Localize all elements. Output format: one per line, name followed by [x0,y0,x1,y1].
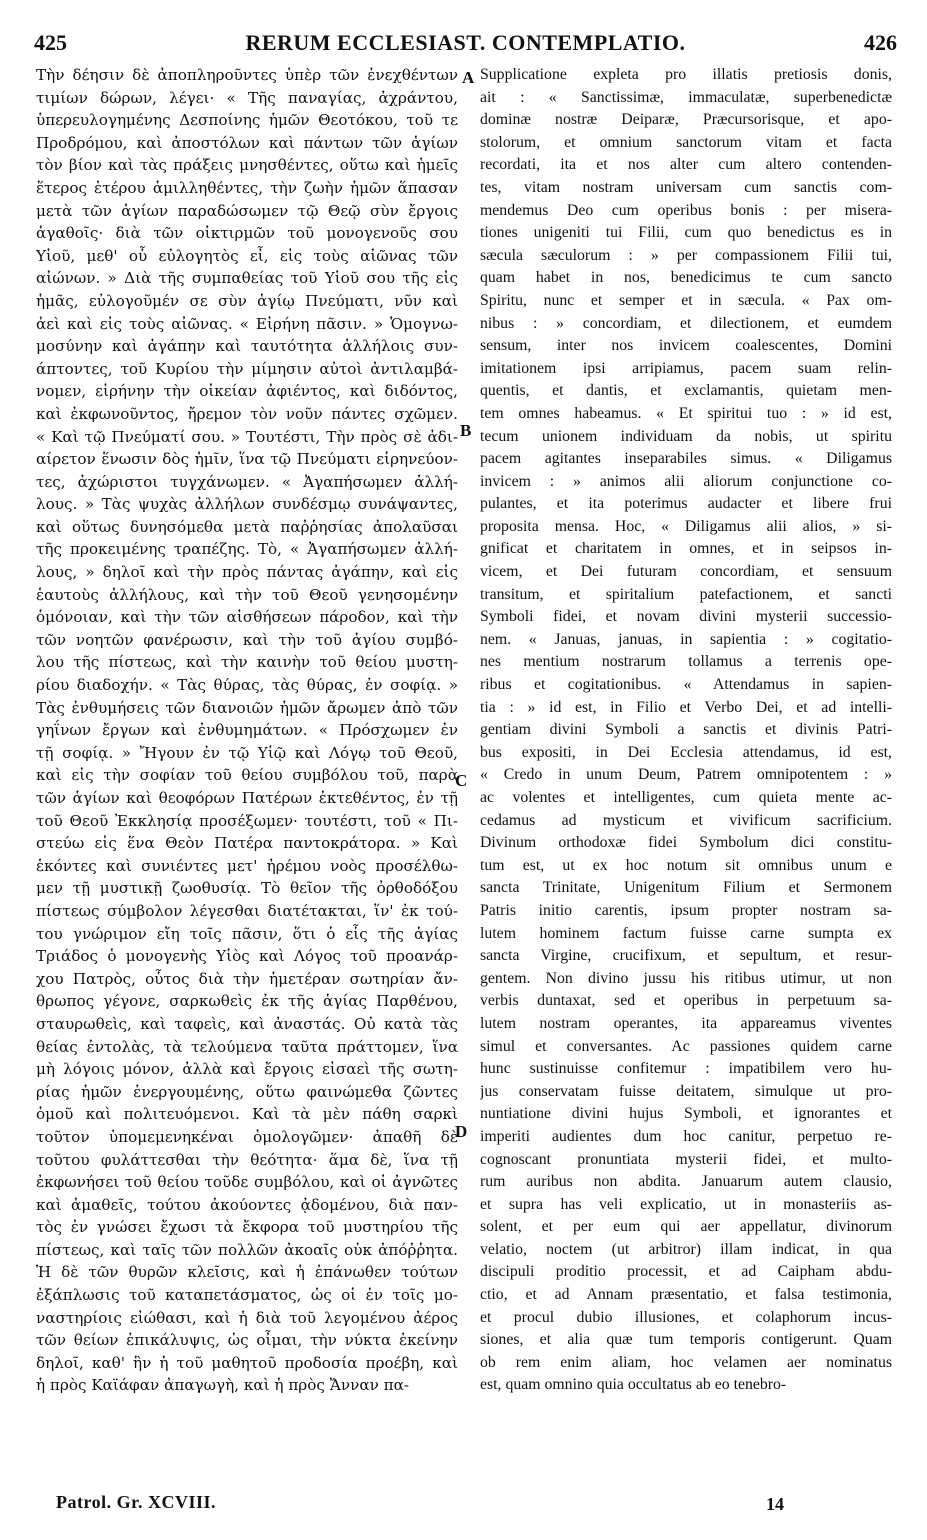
text-line: ait : « Sanctissimæ, immaculatæ, superbenedictæ [480,88,892,106]
text-line: velatio, noctem (ut arbitror) illam indicat, in qua [480,1240,892,1258]
text-line: cognoscant pronuntiata mysterii fidei, et multo- [480,1150,892,1168]
text-line: λου τῆς πίστεως, καὶ τὴν καινὴν τοῦ θείου μυστη- [36,653,458,672]
text-line: tiones unigeniti tui Filii, cum quo benedictus es in [480,224,892,242]
text-line: dominæ nostræ Deiparæ, Præcursorisque, et apo- [480,111,892,129]
text-line: ἕτερος ἑτέρου ἁμιλληθέντες, τὴν ζωὴν ἡμῶν ἅπασαν [36,178,458,197]
text-line: verbis duntaxat, sed et operibus in perpetuum sa- [480,992,892,1010]
text-line: τῆς προκειμένης τραπέζης. Τὸ, « Ἀγαπήσωμεν ἀλλή- [36,540,458,559]
text-line: Supplicatione expleta pro illatis pretiosis donis, [480,66,892,83]
running-title: RERUM ECCLESIAST. CONTEMPLATIO. [245,30,686,55]
text-line: καὶ οὕτως δυνησόμεθα μετὰ παῤῥησίας ἀπολαῦσαι [36,517,458,536]
text-line: τες, ἀχώριστοι τυγχάνωμεν. « Ἀγαπήσωμεν ἀλλή- [36,472,458,491]
text-line: lutem hominem factum fuisse carne sumpta ex [480,924,892,942]
text-line: τῶν νοητῶν φανέρωσιν, καὶ τὴν τοῦ ἁγίου συμβό- [36,630,458,649]
text-line: ἡ πρὸς Καϊάφαν ἀπαγωγὴ, καὶ ἡ πρὸς Ἄνναν πα- [36,1376,410,1395]
text-line: « Καὶ τῷ Πνεύματί σου. » Τουτέστι, Τὴν πρὸς σὲ ἀδι- [36,427,458,446]
margin-marker-c: C [455,771,468,790]
text-line: αἰώνων. » Διὰ τῆς συμπαθείας τοῦ Υἱοῦ σου τῆς εἰς [36,269,458,288]
text-line: τῇ σοφίᾳ. » Ἤγουν ἐν τῷ Υἱῷ καὶ Λόγῳ τοῦ Θεοῦ, [36,743,458,762]
text-line: stolorum, et omnium sanctorum vitam et facta [480,133,892,151]
text-line: σταυρωθεὶς, καὶ ταφεὶς, καὶ ἀναστάς. Οὐ κατὰ τὰς [36,1014,458,1033]
text-line: ἑκόντες καὶ συνιέντες μετ' ἠρέμου νοὸς προσέλθω- [36,856,458,875]
text-line: καὶ ἀμαθεῖς, τούτου ἀκούοντες ᾀδομένου, διὰ παν- [36,1195,458,1214]
text-line: ρίας ἡμῶν ἐνεργουμένης, οὕτω φαινώμεθα ζῶντες [36,1082,458,1101]
text-line: hunc sustinuisse confitemur : impatibilem vero hu- [480,1060,892,1078]
text-line: et procul dubio illusiones, et colaphorum incus- [480,1308,892,1326]
text-line: καὶ ἐκφωνοῦντος, ἤρεμον τὸν νοῦν πάντες σχῶμεν. [36,404,458,423]
text-line: ribus et cogitationibus. « Attendamus in sapien- [480,676,892,694]
text-line: et supra has veli explicatio, ut in monasteriis as- [480,1195,892,1213]
text-line: Ἡ δὲ τῶν θυρῶν κλεῖσις, καὶ ἡ ἐπάνωθεν τούτων [36,1263,458,1282]
text-line: nibus : » concordiam, et dilectionem, et eumdem [480,314,892,332]
text-line: recordati, ita et nos alter cum altero contenden- [480,156,892,174]
text-line: jus conservatam fuisse deitatem, simulque ut pro- [480,1082,892,1100]
text-line: ἐκφωνήσει τοῦ θείου τοῦδε συμβόλου, καὶ οἱ ἀγνῶτες [36,1173,458,1192]
text-line: πίστεως σύμβολον λέγεσθαι διατέτακται, ἵν' ἐκ τού- [36,901,458,920]
text-line: invicem : » animos alii aliorum conjunctione co- [480,472,892,490]
text-line: gnificat et charitatem in omnes, et in seipsos in- [480,540,892,558]
text-line: τῶν ἁγίων καὶ θεοφόρων Πατέρων ἐκτεθέντος, ἐν τῇ [36,789,458,807]
footer-signature-number: 14 [766,1494,784,1514]
text-line: est, quam omnino quia occultatus ab eo tenebro- [480,1376,787,1394]
margin-marker-a: A [462,68,475,87]
text-line: Patris initio carentis, ipsum propter nostram sa- [480,901,892,919]
text-line: Symboli fidei, et novam divini mysterii successio- [480,608,892,626]
text-line: discipuli proditio processit, et ad Caipham abdu- [480,1263,892,1281]
text-line: τοῦ Θεοῦ Ἐκκλησίᾳ προσέξωμεν· τουτέστι, τοῦ « Πι- [36,811,458,830]
text-line: nem. « Januas, januas, in sapientia : » cogitatio- [480,630,892,648]
text-line: vicem, et Dei futuram concordiam, et sensuum [480,563,892,581]
text-line: imitationem ipsi arripiamus, pacem suam relin- [480,359,892,377]
running-header [34,30,897,60]
text-line: γηΐνων ἔργων καὶ ἐνθυμημάτων. « Πρόσχωμεν ἐν [36,721,458,740]
text-line: νομεν, εἰρήνην τὴν οἰκείαν ἀφιέντος, καὶ διδόντος, [36,382,458,401]
text-line: « Credo in unum Deum, Patrem omnipotentem : » [480,766,892,784]
text-line: Divinum orthodoxæ fidei Symbolum dici constitu- [480,834,892,852]
text-line: sæcula sæculorum : » per compassionem Filii tui, [480,246,892,264]
text-line: τῶν θείων ἐπικάλυψις, ὡς οἶμαι, τὴν νύκτα ἐκείνην [36,1331,458,1350]
text-line: proposita mensa. Hoc, « Diligamus alii alios, » si- [480,517,892,535]
text-line: nes mentium nostrarum tollamus a terrenis ope- [480,653,892,671]
text-line: λους, » δηλοῖ καὶ τὴν πρὸς πάντας ἀγάπην, καὶ εἰς [36,563,458,582]
text-line: ctio, et ad Annam præsentatio, et falsa testimonia, [480,1286,892,1304]
text-line: sancta Trinitate, Unigenitum Filium et Sermonem [480,879,892,897]
page-number-right: 426 [864,30,897,55]
text-line: ob rem enim aliam, hoc velamen aer nominatus [480,1353,892,1371]
text-line: ὁμοῦ καὶ πολιτευόμενοι. Καὶ τὰ μὲν πάθη σαρκὶ [36,1105,458,1124]
text-line: tecum unionem individuam da nobis, ut spiritu [480,427,892,445]
text-line: imperiti audientes dum hoc canitur, perpetuo re- [480,1127,892,1145]
text-line: στεύω εἰς ἕνα Θεὸν Πατέρα παντοκράτορα. » Καὶ [36,834,458,853]
text-line: ἀεὶ καὶ εἰς τοὺς αἰῶνας. « Εἰρήνη πᾶσιν. » Ὁμογνω- [36,314,458,333]
text-line: ἡμᾶς, εὐλογοῦμέν σε σὺν ἁγίῳ Πνεύματι, νῦν καὶ [36,291,458,310]
text-line: cedamus ad mysticum et vivificum sacrificium. [480,811,892,829]
text-line: μοσύνην καὶ ἀγάπην καὶ ταυτότητα ἀλλήλοις συν- [36,337,458,356]
text-line: μεν τῇ μυστικῇ ζωοθυσίᾳ. Τὸ θεῖον τῆς ὀρθοδόξου [36,879,458,898]
text-line: ἐξάπλωσις τοῦ καταπετάσματος, ὡς οἱ ἐν τοῖς μο- [36,1286,458,1305]
text-line: simul et conversantes. Ac passiones quidem carne [480,1037,892,1055]
text-line: nuntiatione divini hujus Symboli, et ignorantes et [480,1105,892,1123]
text-line: τὸν βίον καὶ τὰς πράξεις μνησθέντες, οὕτω καὶ ἡμεῖς [36,156,458,175]
text-line: του γνώριμον εἴη τοῖς πᾶσιν, ὅτι ὁ εἷς τῆς ἁγίας [36,924,458,943]
text-line: Προδρόμου, καὶ ἀποστόλων καὶ πάντων τῶν ἁγίων [36,133,458,152]
text-line: pulantes, et ita poterimus audacter et libere frui [480,495,892,513]
text-line: lutem nostram operantes, ita appareamus viventes [480,1014,892,1032]
text-line: ἑαυτοὺς ἀλλήλους, καὶ τὴν τοῦ Θεοῦ γενησομένην [36,585,458,604]
text-line: Τριάδος ὁ μονογενὴς Υἱὸς καὶ Λόγος τοῦ προανάρ- [36,947,458,966]
margin-marker-b: B [460,421,472,440]
text-line: tes, vitam nostram universam cum sanctis com- [480,178,892,196]
text-line: rum auribus non abdita. Januarum autem clausio, [480,1173,892,1191]
margin-marker-d: D [455,1122,468,1141]
text-line: καὶ εἰς τὴν σοφίαν τοῦ θείου συμβόλου τοῦ, παρὰ [36,766,458,785]
text-line: tia : » id est, in Filio et Verbo Dei, et ad intelli- [480,698,892,716]
text-line: ὑπερευλογημένης Δεσποίνης ἡμῶν Θεοτόκου, τοῦ τε [36,111,458,130]
text-line: bus expositi, in Dei Ecclesia attendamus, id est, [480,743,892,761]
text-line: gentem. Non divino jussu his ritibus utimur, ut non [480,969,892,987]
text-line: πίστεως, καὶ ταῖς τῶν πολλῶν ἀκοαῖς οὐκ ἀπόῤῥητα. [36,1240,458,1259]
greek-column [36,64,458,1397]
text-line: ἀγαθοῖς· διὰ τῶν οἰκτιρμῶν τοῦ μονογενοῦς σου [36,224,458,243]
text-line: τὸς ἐν γνώσει ἔχωσι τὰ ἔκφορα τοῦ μυστηρίου τῆς [36,1218,458,1237]
text-line: sancta Virgine, crucifixum, et sepultum, et resur- [480,947,892,965]
text-line: pacem agitantes inseparabiles simus. « Diligamus [480,450,892,468]
text-line: θείας ἐντολὰς, τὰ τελούμενα ταῦτα πράττομεν, ἵνα [36,1037,458,1056]
text-line: quentis, et dantis, et exclamantis, quietam men- [480,382,892,400]
text-line: δηλοῖ, καθ' ἣν ἡ τοῦ μαθητοῦ προδοσία προέβη, καὶ [36,1353,458,1372]
text-line: ὁμόνοιαν, καὶ τὴν τῶν αἰσθήσεων πάροδον, καὶ τὴν [36,608,458,627]
footer-series-label: Patrol. Gr. XCVIII. [56,1492,217,1512]
text-line: transitum, et spiritalium patefactionem, et sancti [480,585,892,603]
text-line: τοῦτον ὑπομεμενηκέναι ὁμολογῶμεν· ἀπαθῆ δὲ [36,1127,458,1146]
text-line: Spiritu, nunc et semper et in sæcula. « Pax om- [480,291,892,309]
text-line: tem omnes habeamus. « Et spiritui tuo : » id est, [480,404,892,422]
text-line: Υἱοῦ, μεθ' οὗ εὐλογητὸς εἶ, εἰς τοὺς αἰῶνας τῶν [36,246,458,265]
text-line: αίρετον ἕνωσιν δὸς ἡμῖν, ἵνα τῷ Πνεύματι εἰρηνεύον- [36,450,458,469]
text-line: άπτοντες, τοῦ Κυρίου τὴν μίμησιν αὐτοὶ ἀντιλαμβά- [36,359,458,378]
text-line: μὴ λόγοις μόνον, ἀλλὰ καὶ ἔργοις εἰσαεὶ τῆς σωτη- [36,1060,458,1079]
text-line: Τὴν δέησιν δὲ ἀποπληροῦντες ὑπὲρ τῶν ἐνεχθέντων [36,66,458,84]
text-line: sensum, inter nos invicem coalescentes, Domini [480,337,892,355]
text-line: τοῦτου φυλάττεσθαι τὴν θεότητα· ἅμα δὲ, ἵνα τῇ [36,1150,458,1169]
latin-column [480,64,892,1397]
text-line: τιμίων δώρων, λέγει· « Τῆς παναγίας, ἀχράντου, [36,88,458,107]
text-line: gentiam divini Symboli a sanctis et divinis Patri- [480,721,892,739]
text-line: Τὰς ἐνθυμήσεις τῶν διανοιῶν ἡμῶν ἄρωμεν ἀπὸ τῶν [36,698,458,717]
text-line: ναστηρίοις εἰώθασι, καὶ ἡ διὰ τοῦ λεγομένου ἀέρος [36,1308,458,1327]
text-line: λους. » Τὰς ψυχὰς ἀλλήλων συνδέσμῳ συνάψαντες, [36,495,458,514]
text-line: ρίου διαδοχήν. « Τὰς θύρας, τὰς θύρας, ἐν σοφίᾳ. » [36,676,458,695]
text-line: ac volentes et intelligentes, cum quieta mente ac- [480,789,892,806]
text-line: siones, et alia quæ tum temporis contigerunt. Quam [480,1331,892,1349]
text-line: mendemus Deo cum operibus bonis : per misera- [480,201,892,219]
text-line: solent, et per eum qui aer appellatur, divinorum [480,1218,892,1236]
text-line: χου Πατρὸς, οὗτος διὰ τὴν ἡμετέραν σωτηρίαν ἄν- [36,969,458,988]
text-line: tum est, ut ex hoc notum sit omnibus unum e [480,856,892,874]
text-line: θρωπος γέγονε, σαρκωθεὶς ἐκ τῆς ἁγίας Παρθένου, [36,992,458,1011]
text-line: μετὰ τῶν ἁγίων παραδώσωμεν τῷ Θεῷ σὺν ἔργοις [36,201,458,220]
text-line: quam habet in nos, benedicimus te cum sancto [480,269,892,287]
page-number-left: 425 [34,30,67,55]
